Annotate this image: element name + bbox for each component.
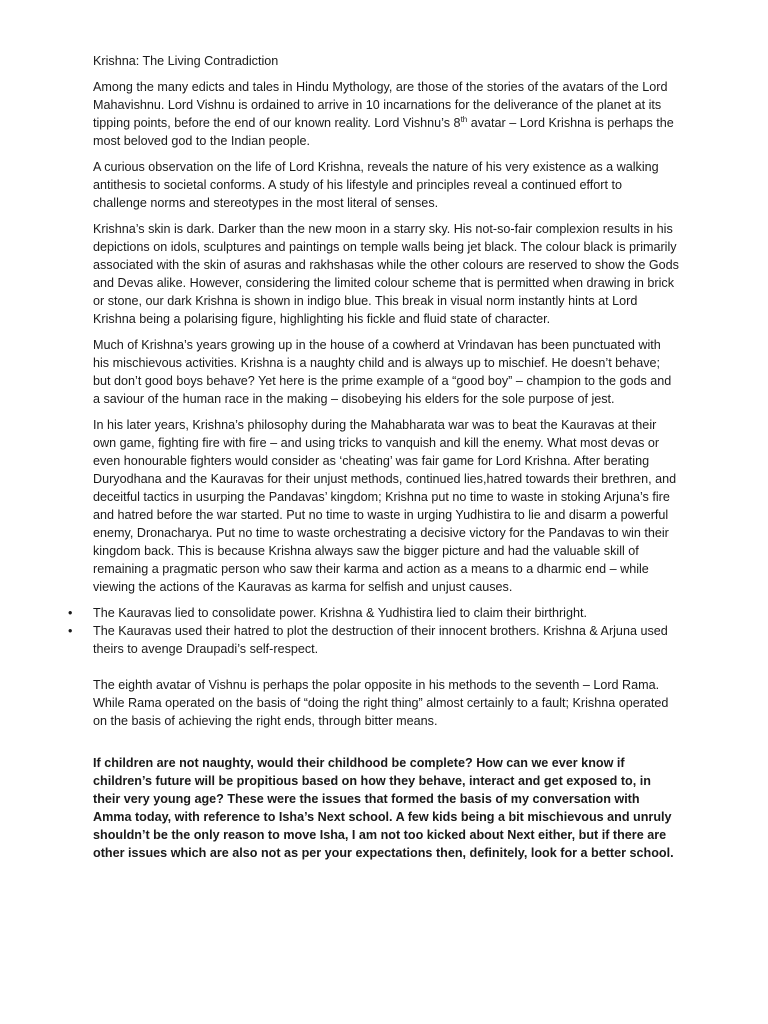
bullet-dot-icon: • (68, 606, 73, 620)
document-page (68, 52, 679, 862)
list-item (68, 604, 679, 622)
paragraph-bold-note: If children are not naughty, would their childhood be complete? How can we ever know if children’s future will be propitious based on how they behave, interact and get exposed to, in their very young age? These were the issues that formed the basis of my conversation with Amma today, with reference to Isha’s Next school. A few kids being a bit mischievous and unruly shouldn’t be the only reason to move Isha, I am not too kicked about Next either, but if there are other issues which are also not as per your expectations then, definitely, look for a better school. (93, 756, 674, 860)
paragraph-comparison: The eighth avatar of Vishnu is perhaps the polar opposite in his methods to the seventh – Lord Rama. While Rama operated on the basis of “doing the right thing” almost certainly to a fault; Krishna operated on the basis of achieving the right ends, through bitter means. (93, 678, 669, 728)
paragraph-intro (93, 78, 679, 150)
paragraph-childhood: Much of Krishna’s years growing up in the house of a cowherd at Vrindavan has been punctuated with his mischievous activities. Krishna is a naughty child and is always up to mischief. He doesn’t behave; but don’t good boys behave? Yet here is the prime example of a “good boy” – champion to the gods and a saviour of the human race in the making – disobeying his elders for the sole purpose of jest. (93, 338, 672, 406)
paragraph-mahabharata: In his later years, Krishna’s philosophy during the Mahabharata war was to beat the Kauravas at their own game, fighting fire with fire – and using tricks to vanquish and kill the enemy. What most devas or even honourable fighters would consider as ‘cheating’ was fair game for Lord Krishna. After berating Duryodhana and the Kauravas for their unjust methods, continued lies,hatred towards their brethren, and deceitful tactics in usurping the Pandavas’ kingdom; Krishna put no time to waste in stoking Arjuna’s fire and hatred before the war started. Put no time to waste in urging Yudhistira to lie and disarm a powerful enemy, Dronacharya. Put no time to waste orchestrating a decisive victory for the Pandavas to win their kingdom back. This is because Krishna always saw the bigger picture and had the valuable skill of remaining a pragmatic person who saw their karma and action as a means to a dharmic end – while viewing the actions of the Kauravas as karma for selfish and unjust causes. (93, 418, 677, 594)
bullet-dot-icon: • (68, 624, 73, 638)
paragraph-intro-tail: avatar – Lord Krishna is perhaps the most beloved god to the Indian people. (93, 116, 674, 148)
list-item-text: The Kauravas used their hatred to plot the destruction of their innocent brothers. Krishna & Arjuna used theirs to avenge Draupadi’s self-respect. (93, 624, 668, 656)
ordinal-superscript: th (460, 114, 468, 124)
paragraph-skin: Krishna’s skin is dark. Darker than the new moon in a starry sky. His not-so-fair complexion results in his depictions on idols, sculptures and paintings on temple walls being jet black. The colour black is primarily associated with the skin of asuras and rakhshasas while the other colours are reserved to show the Gods and Devas alike. However, considering the limited colour scheme that is permitted when drawing in brick or stone, our dark Krishna is shown in indigo blue. This break in visual norm instantly hints at Lord Krishna being a polarising figure, highlighting his fickle and fluid state of character. (93, 222, 679, 326)
paragraph-observation: A curious observation on the life of Lord Krishna, reveals the nature of his very existence as a walking antithesis to societal conforms. A study of his lifestyle and principles reveal a continued effort to challenge norms and stereotypes in the most literal of senses. (93, 160, 659, 210)
list-item (68, 622, 679, 658)
bullet-list (68, 604, 679, 658)
list-item-text: The Kauravas lied to consolidate power. Krishna & Yudhistira lied to claim their birthright. (93, 606, 587, 620)
document-title: Krishna: The Living Contradiction (93, 54, 279, 68)
paragraph-intro-text: Among the many edicts and tales in Hindu Mythology, are those of the stories of the avatars of the Lord Mahavishnu. Lord Vishnu is ordained to arrive in 10 incarnations for the deliverance of the planet at its tipping points, before the end of our known reality. Lord Vishnu’s 8 (93, 80, 668, 130)
